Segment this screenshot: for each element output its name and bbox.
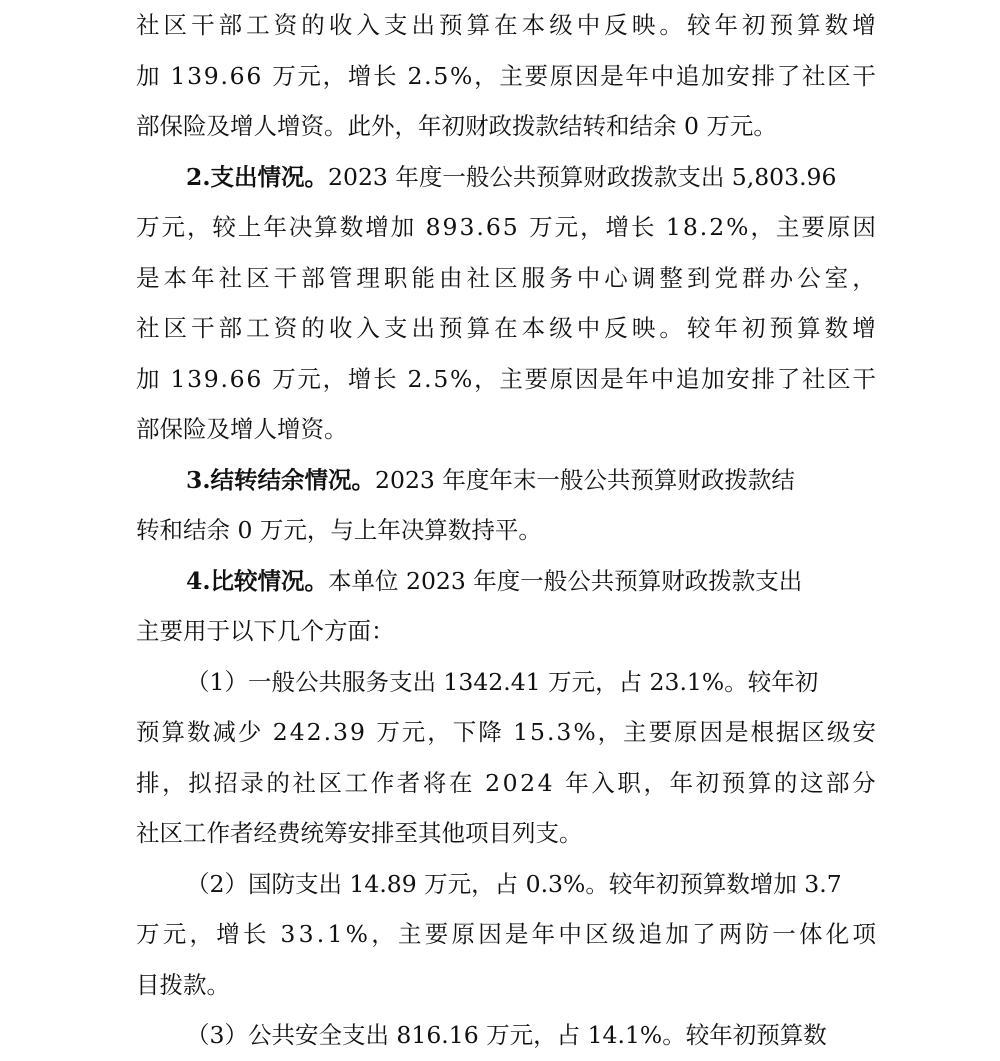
text-segment: 2023 年度一般公共预算财政拨款支出 5,803.96 [328,162,837,191]
section-heading: 3.结转结余情况。 [186,465,376,494]
text-line: 目拨款。 [136,970,230,999]
text-line [136,657,876,708]
text-line [136,1010,876,1061]
text-line: 社 区 干 部 工 资 的 收 入 支 出 预 算 在 本 级 中 反 映 。 较 年 初 预 算 数 增 [136,11,876,39]
text-segment: （1）一般公共服务支出 1342.41 万元，占 23.1%。较年初 [186,667,819,696]
text-line [136,859,876,910]
paragraph-lead [136,1010,827,1061]
section-heading: 2.支出情况。 [186,162,329,191]
text-line: 排 ， 拟 招 录 的 社 区 工 作 者 将 在 2 0 2 4 年 入 职 ， 年 初 预 算 的 这 部 分 [136,768,876,797]
text-line: 部保险及增人增资。 [136,415,348,443]
text-segment: 2023 年度年末一般公共预算财政拨款结 [375,465,795,494]
paragraph-lead [136,657,818,708]
text-line: 转和结余 0 万元，与上年决算数持平。 [136,516,542,544]
text-segment: （2）国防支出 14.89 万元，占 0.3%。较年初预算数增加 3.7 [186,869,842,898]
paragraph-lead [136,556,802,607]
text-line: 是 本 年 社 区 干 部 管 理 职 能 由 社 区 服 务 中 心 调 整 到 党 群 办 公 室 ， [136,263,876,292]
document-page [136,0,876,1061]
text-line [136,152,876,203]
text-line [136,556,876,607]
text-line: 社 区 干 部 工 资 的 收 入 支 出 预 算 在 本 级 中 反 映 。 较 年 初 预 算 数 增 [136,314,876,342]
text-segment: 本单位 2023 年度一般公共预算财政拨款支出 [328,566,803,595]
text-segment: （3）公共安全支出 816.16 万元，占 14.1%。较年初预算数 [186,1021,827,1049]
text-line: 万 元 ， 增 长 3 3 . 1 % ， 主 要 原 因 是 年 中 区 级 追 加 了 两 防 一 体 化 项 [136,920,876,948]
paragraph-lead [136,859,842,910]
text-line: 加 1 3 9 . 6 6 万 元 ， 增 长 2 . 5 % ， 主 要 原 因 是 年 中 追 加 安 排 了 社 区 干 [136,364,876,393]
paragraph-lead [136,455,795,506]
text-line [136,455,876,506]
section-heading: 4.比较情况。 [186,566,329,595]
text-line: 主要用于以下几个方面： [136,617,395,645]
text-line: 社区工作者经费统筹安排至其他项目列支。 [136,819,583,847]
text-line: 部保险及增人增资。此外，年初财政拨款结转和结余 0 万元。 [136,112,777,140]
paragraph-lead [136,152,836,203]
text-line: 预 算 数 减 少 2 4 2 . 3 9 万 元 ， 下 降 1 5 . 3 % ， 主 要 原 因 是 根 据 区 级 安 [136,718,876,746]
text-line: 加 1 3 9 . 6 6 万 元 ， 增 长 2 . 5 % ， 主 要 原 因 是 年 中 追 加 安 排 了 社 区 干 [136,61,876,90]
text-line: 万 元 ， 较 上 年 决 算 数 增 加 8 9 3 . 6 5 万 元 ， 增 长 1 8 . 2 % ， 主 要 原 因 [136,213,876,241]
